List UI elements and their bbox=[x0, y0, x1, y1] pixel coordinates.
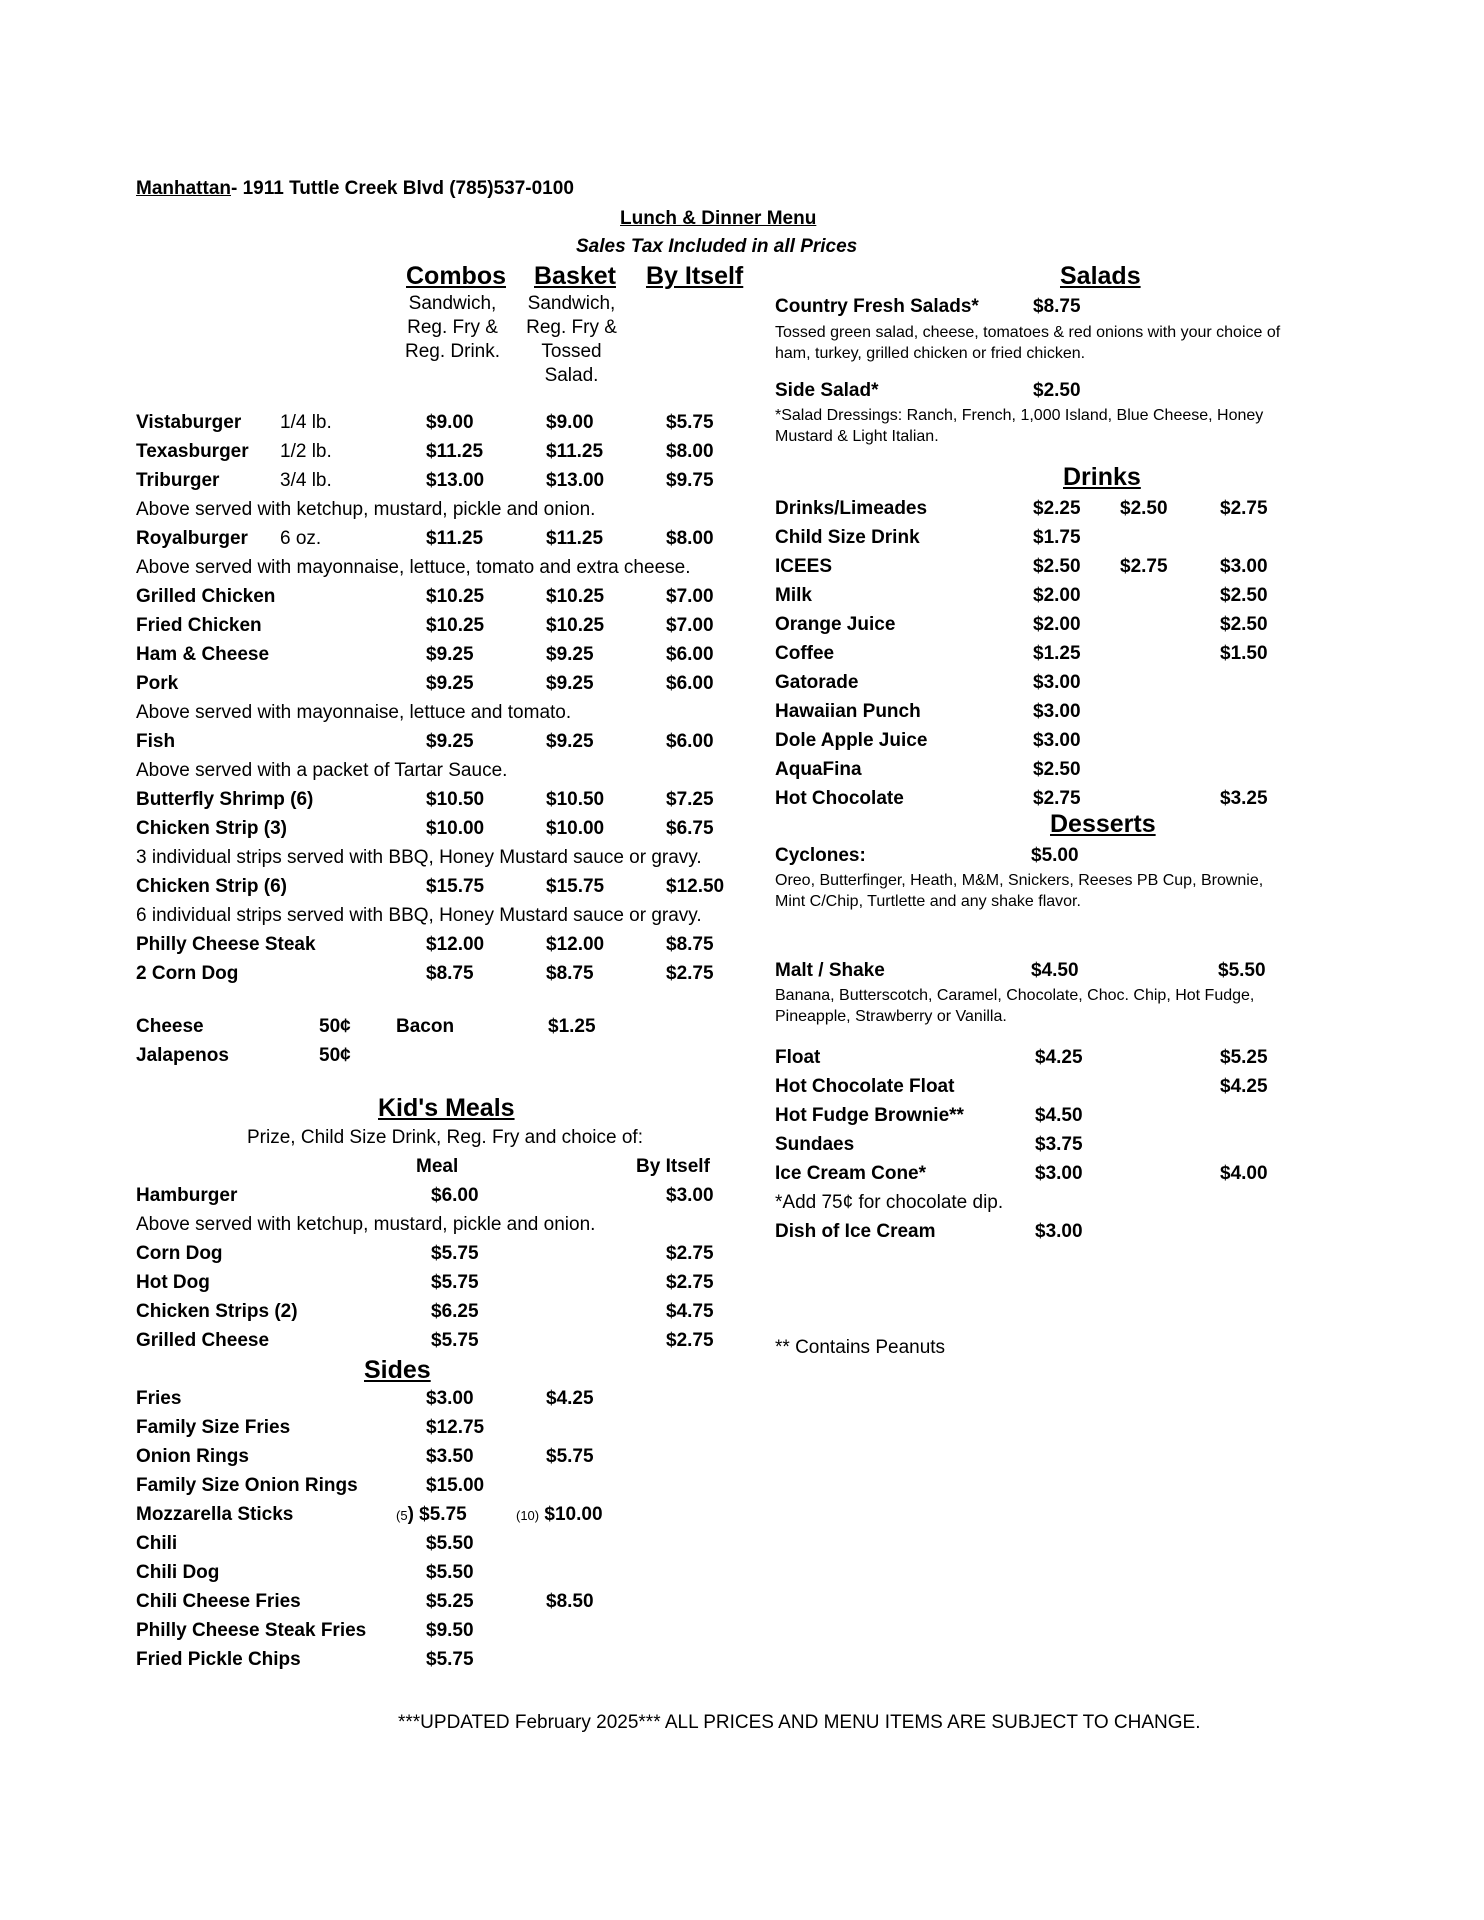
combo-price: $11.25 bbox=[426, 528, 484, 549]
side-item-name: Family Size Fries bbox=[136, 1417, 291, 1438]
basket-price: $9.25 bbox=[546, 644, 594, 665]
item-name: Vistaburger bbox=[136, 412, 242, 433]
footer-note: ***UPDATED February 2025*** ALL PRICES AND MENU ITEMS ARE SUBJECT TO CHANGE. bbox=[398, 1712, 1201, 1733]
kids-meal-header: Meal bbox=[416, 1156, 459, 1177]
kids-column-headers bbox=[136, 1154, 716, 1180]
basket-price: $10.25 bbox=[546, 615, 605, 636]
side-price-large: $4.25 bbox=[546, 1388, 594, 1409]
cyclones-row bbox=[775, 843, 1275, 869]
city-name: Manhattan bbox=[136, 178, 231, 199]
item-name: 2 Corn Dog bbox=[136, 963, 239, 984]
dessert-name: Hot Fudge Brownie** bbox=[775, 1105, 964, 1126]
combo-price: $12.00 bbox=[426, 934, 485, 955]
side-item-row bbox=[136, 1647, 656, 1673]
drink-item-row bbox=[775, 757, 1295, 783]
side-price-regular: $5.50 bbox=[426, 1533, 474, 1554]
malt-shake-row bbox=[775, 958, 1275, 984]
combo-price: $9.25 bbox=[426, 673, 474, 694]
cheese-price: 50¢ bbox=[319, 1016, 351, 1037]
kids-itself-price: $4.75 bbox=[666, 1301, 714, 1322]
dessert-price-1: $3.75 bbox=[1035, 1134, 1083, 1155]
drink-price-large: $3.00 bbox=[1220, 556, 1268, 577]
item-size: 1/2 lb. bbox=[280, 441, 332, 462]
peanuts-note: ** Contains Peanuts bbox=[775, 1337, 946, 1358]
drink-price-small: $3.00 bbox=[1033, 672, 1081, 693]
side-item-name: Fried Pickle Chips bbox=[136, 1649, 301, 1670]
cheese-label: Cheese bbox=[136, 1016, 204, 1037]
kids-meal-price: $5.75 bbox=[431, 1330, 479, 1351]
kids-item-name: Hamburger bbox=[136, 1185, 238, 1206]
menu-item-row bbox=[136, 932, 756, 958]
side-item-row bbox=[136, 1473, 656, 1499]
side-item-name: Family Size Onion Rings bbox=[136, 1475, 358, 1496]
itself-price: $5.75 bbox=[666, 412, 714, 433]
combo-price: $15.75 bbox=[426, 876, 485, 897]
dessert-name: Hot Chocolate Float bbox=[775, 1076, 955, 1097]
basket-price: $9.00 bbox=[546, 412, 594, 433]
drink-name: Hot Chocolate bbox=[775, 788, 904, 809]
drink-price-large: $2.50 bbox=[1220, 585, 1268, 606]
itself-price: $9.75 bbox=[666, 470, 714, 491]
dessert-price-1: $4.25 bbox=[1035, 1047, 1083, 1068]
drink-price-medium: $2.50 bbox=[1120, 498, 1168, 519]
menu-note-text: Above served with mayonnaise, lettuce and tomato. bbox=[136, 702, 572, 723]
menu-item-row bbox=[136, 787, 756, 813]
item-name: Chicken Strip (6) bbox=[136, 876, 287, 897]
combo-price: $10.00 bbox=[426, 818, 485, 839]
item-size: 3/4 lb. bbox=[280, 470, 332, 491]
itself-price: $12.50 bbox=[666, 876, 725, 897]
kids-item-row bbox=[136, 1328, 756, 1354]
country-salad-description: Tossed green salad, cheese, tomatoes & red onions with your choice of ham, turkey, grilled chicken or fried chicken. bbox=[775, 324, 1281, 362]
itself-price: $7.25 bbox=[666, 789, 714, 810]
basket-price: $10.25 bbox=[546, 586, 605, 607]
side-salad-price: $2.50 bbox=[1033, 380, 1081, 401]
kids-meals-title: Kid's Meals bbox=[378, 1094, 515, 1122]
menu-note bbox=[136, 700, 756, 726]
dish-price: $3.00 bbox=[1035, 1221, 1083, 1242]
itself-price: $8.00 bbox=[666, 441, 714, 462]
kids-meal-price: $5.75 bbox=[431, 1243, 479, 1264]
itself-price: $6.75 bbox=[666, 818, 714, 839]
mozzarella-name: Mozzarella Sticks bbox=[136, 1504, 294, 1525]
drink-item-row bbox=[775, 612, 1295, 638]
side-item-name: Fries bbox=[136, 1388, 182, 1409]
itself-price: $8.00 bbox=[666, 528, 714, 549]
itself-price: $6.00 bbox=[666, 673, 714, 694]
basket-price: $8.75 bbox=[546, 963, 594, 984]
itself-price: $7.00 bbox=[666, 615, 714, 636]
country-salad-price: $8.75 bbox=[1033, 296, 1081, 317]
drink-name: Coffee bbox=[775, 643, 835, 664]
kids-intro: Prize, Child Size Drink, Reg. Fry and choice of: bbox=[247, 1127, 643, 1148]
menu-item-row bbox=[136, 671, 756, 697]
kids-item-row bbox=[136, 1183, 756, 1209]
side-price-regular: $5.25 bbox=[426, 1591, 474, 1612]
kids-meal-price: $6.25 bbox=[431, 1301, 479, 1322]
combo-price: $10.25 bbox=[426, 615, 485, 636]
drink-price-large: $3.25 bbox=[1220, 788, 1268, 809]
menu-item-row bbox=[136, 874, 756, 900]
mozzarella-price-5: (5) $5.75 bbox=[396, 1504, 467, 1525]
kids-itself-price: $2.75 bbox=[666, 1330, 714, 1351]
item-size: 6 oz. bbox=[280, 528, 322, 549]
drink-name: Gatorade bbox=[775, 672, 859, 693]
drink-name: Dole Apple Juice bbox=[775, 730, 928, 751]
side-price-regular: $9.50 bbox=[426, 1620, 474, 1641]
menu-item-row bbox=[136, 439, 756, 465]
side-item-name: Chili Dog bbox=[136, 1562, 220, 1583]
item-name: Triburger bbox=[136, 470, 220, 491]
side-item-name: Chili Cheese Fries bbox=[136, 1591, 301, 1612]
drink-item-row bbox=[775, 699, 1295, 725]
cyclones-name: Cyclones: bbox=[775, 845, 866, 866]
drink-item-row bbox=[775, 786, 1295, 812]
item-name: Chicken Strip (3) bbox=[136, 818, 287, 839]
drink-price-small: $2.00 bbox=[1033, 614, 1081, 635]
kids-itself-price: $2.75 bbox=[666, 1272, 714, 1293]
drink-name: Orange Juice bbox=[775, 614, 896, 635]
combo-price: $8.75 bbox=[426, 963, 474, 984]
menu-item-row bbox=[136, 584, 756, 610]
basket-price: $10.50 bbox=[546, 789, 605, 810]
drink-name: ICEES bbox=[775, 556, 833, 577]
side-item-row bbox=[136, 1386, 656, 1412]
chocolate-dip-note: *Add 75¢ for chocolate dip. bbox=[775, 1192, 1004, 1213]
cyclones-description: Oreo, Butterfinger, Heath, M&M, Snickers, Reeses PB Cup, Brownie, Mint C/Chip, Turtlette and any shake flavor. bbox=[775, 872, 1264, 910]
basket-price: $11.25 bbox=[546, 528, 604, 549]
combo-price: $9.25 bbox=[426, 731, 474, 752]
drinks-title: Drinks bbox=[1063, 463, 1141, 491]
basket-price: $15.75 bbox=[546, 876, 605, 897]
drink-price-large: $1.50 bbox=[1220, 643, 1268, 664]
basket-header: Basket bbox=[534, 262, 616, 290]
drink-name: Drinks/Limeades bbox=[775, 498, 928, 519]
kids-itself-price: $3.00 bbox=[666, 1185, 714, 1206]
combo-price: $10.50 bbox=[426, 789, 485, 810]
jalapenos-price: 50¢ bbox=[319, 1045, 351, 1066]
drink-price-small: $2.25 bbox=[1033, 498, 1081, 519]
menu-item-row bbox=[136, 642, 756, 668]
side-item-name: Philly Cheese Steak Fries bbox=[136, 1620, 367, 1641]
item-size: 1/4 lb. bbox=[280, 412, 332, 433]
drink-name: Milk bbox=[775, 585, 812, 606]
kids-item-row bbox=[136, 1299, 756, 1325]
salad-dressings-note: *Salad Dressings: Ranch, French, 1,000 Island, Blue Cheese, Honey Mustard & Light Italian. bbox=[775, 407, 1264, 445]
combo-price: $13.00 bbox=[426, 470, 485, 491]
side-price-large: $8.50 bbox=[546, 1591, 594, 1612]
side-salad-row bbox=[775, 378, 1275, 404]
malt-shake-price-2: $5.50 bbox=[1218, 960, 1266, 981]
dessert-price-1: $4.50 bbox=[1035, 1105, 1083, 1126]
drink-price-small: $3.00 bbox=[1033, 730, 1081, 751]
side-price-regular: $5.50 bbox=[426, 1562, 474, 1583]
drink-item-row bbox=[775, 583, 1295, 609]
kids-itself-header: By Itself bbox=[636, 1156, 710, 1177]
kids-note-text: Above served with ketchup, mustard, pickle and onion. bbox=[136, 1214, 596, 1235]
itself-price: $6.00 bbox=[666, 731, 714, 752]
basket-price: $10.00 bbox=[546, 818, 605, 839]
drink-name: Hawaiian Punch bbox=[775, 701, 921, 722]
side-item-row bbox=[136, 1560, 656, 1586]
malt-shake-description: Banana, Butterscotch, Caramel, Chocolate, Choc. Chip, Hot Fudge, Pineapple, Strawberry or Vanilla. bbox=[775, 987, 1255, 1025]
item-name: Texasburger bbox=[136, 441, 249, 462]
bacon-label: Bacon bbox=[396, 1016, 455, 1037]
kids-item-name: Grilled Cheese bbox=[136, 1330, 270, 1351]
desserts-title: Desserts bbox=[1050, 810, 1156, 838]
drink-item-row bbox=[775, 496, 1295, 522]
bacon-price: $1.25 bbox=[548, 1016, 596, 1037]
item-name: Philly Cheese Steak bbox=[136, 934, 316, 955]
drink-item-row bbox=[775, 554, 1295, 580]
dessert-price-2: $4.00 bbox=[1220, 1163, 1268, 1184]
basket-price: $9.25 bbox=[546, 731, 594, 752]
drink-item-row bbox=[775, 728, 1295, 754]
itself-price: $7.00 bbox=[666, 586, 714, 607]
menu-note bbox=[136, 555, 756, 581]
menu-note bbox=[136, 758, 756, 784]
drink-item-row bbox=[775, 641, 1295, 667]
country-salad-row bbox=[775, 294, 1275, 320]
item-name: Royalburger bbox=[136, 528, 248, 549]
country-salad-name: Country Fresh Salads* bbox=[775, 296, 979, 317]
side-item-row bbox=[136, 1444, 656, 1470]
drink-price-small: $1.75 bbox=[1033, 527, 1081, 548]
dessert-name: Ice Cream Cone* bbox=[775, 1163, 927, 1184]
menu-title: Lunch & Dinner Menu bbox=[620, 208, 817, 229]
cyclones-price: $5.00 bbox=[1031, 845, 1079, 866]
side-price-regular: $5.75 bbox=[426, 1649, 474, 1670]
combos-description: Sandwich, Reg. Fry & Reg. Drink. bbox=[404, 293, 501, 362]
side-price-regular: $3.00 bbox=[426, 1388, 474, 1409]
drink-price-small: $2.50 bbox=[1033, 556, 1081, 577]
kids-item-name: Hot Dog bbox=[136, 1272, 210, 1293]
side-price-large: $5.75 bbox=[546, 1446, 594, 1467]
dessert-price-2: $5.25 bbox=[1220, 1047, 1268, 1068]
basket-price: $11.25 bbox=[546, 441, 604, 462]
drink-item-row bbox=[775, 525, 1295, 551]
kids-note bbox=[136, 1212, 756, 1238]
item-name: Fried Chicken bbox=[136, 615, 262, 636]
menu-item-row bbox=[136, 410, 756, 436]
menu-note-text: 3 individual strips served with BBQ, Honey Mustard sauce or gravy. bbox=[136, 847, 702, 868]
dessert-item-row bbox=[775, 1045, 1295, 1071]
basket-price: $13.00 bbox=[546, 470, 605, 491]
side-price-regular: $15.00 bbox=[426, 1475, 485, 1496]
kids-meal-price: $5.75 bbox=[431, 1272, 479, 1293]
menu-note-text: 6 individual strips served with BBQ, Honey Mustard sauce or gravy. bbox=[136, 905, 702, 926]
side-item-row bbox=[136, 1531, 656, 1557]
dessert-item-row bbox=[775, 1161, 1295, 1187]
drink-item-row bbox=[775, 670, 1295, 696]
menu-note bbox=[136, 845, 756, 871]
location-line bbox=[136, 178, 574, 200]
kids-item-name: Chicken Strips (2) bbox=[136, 1301, 298, 1322]
dessert-price-1: $3.00 bbox=[1035, 1163, 1083, 1184]
itself-price: $2.75 bbox=[666, 963, 714, 984]
tax-note: Sales Tax Included in all Prices bbox=[576, 236, 858, 257]
address: - 1911 Tuttle Creek Blvd (785)537-0100 bbox=[231, 178, 574, 199]
item-name: Butterfly Shrimp (6) bbox=[136, 789, 314, 810]
drink-price-large: $2.50 bbox=[1220, 614, 1268, 635]
itself-price: $8.75 bbox=[666, 934, 714, 955]
menu-item-row bbox=[136, 961, 756, 987]
addons-row-1 bbox=[136, 1014, 636, 1040]
kids-meal-price: $6.00 bbox=[431, 1185, 479, 1206]
drink-price-large: $2.75 bbox=[1220, 498, 1268, 519]
sides-title: Sides bbox=[364, 1356, 431, 1384]
dessert-name: Float bbox=[775, 1047, 821, 1068]
jalapenos-label: Jalapenos bbox=[136, 1045, 229, 1066]
basket-price: $12.00 bbox=[546, 934, 605, 955]
side-item-name: Chili bbox=[136, 1533, 178, 1554]
combo-price: $9.25 bbox=[426, 644, 474, 665]
dish-of-ice-cream-row bbox=[775, 1219, 1275, 1245]
drink-name: Child Size Drink bbox=[775, 527, 920, 548]
dessert-item-row bbox=[775, 1074, 1295, 1100]
side-salad-name: Side Salad* bbox=[775, 380, 879, 401]
dessert-price-2: $4.25 bbox=[1220, 1076, 1268, 1097]
item-name: Grilled Chicken bbox=[136, 586, 276, 607]
menu-note-text: Above served with a packet of Tartar Sauce. bbox=[136, 760, 508, 781]
mozzarella-sticks-row bbox=[136, 1502, 656, 1528]
dessert-name: Sundaes bbox=[775, 1134, 855, 1155]
drink-price-small: $3.00 bbox=[1033, 701, 1081, 722]
side-item-row bbox=[136, 1589, 656, 1615]
combo-price: $10.25 bbox=[426, 586, 485, 607]
drink-price-small: $2.75 bbox=[1033, 788, 1081, 809]
menu-note bbox=[136, 903, 756, 929]
basket-description: Sandwich, Reg. Fry & Tossed Salad. bbox=[526, 293, 617, 386]
menu-note bbox=[136, 497, 756, 523]
dessert-item-row bbox=[775, 1132, 1295, 1158]
addons-row-2 bbox=[136, 1043, 636, 1069]
salads-title: Salads bbox=[1060, 262, 1141, 290]
menu-item-row bbox=[136, 468, 756, 494]
combo-price: $9.00 bbox=[426, 412, 474, 433]
drink-price-small: $2.50 bbox=[1033, 759, 1081, 780]
drink-price-medium: $2.75 bbox=[1120, 556, 1168, 577]
drink-name: AquaFina bbox=[775, 759, 862, 780]
kids-item-row bbox=[136, 1270, 756, 1296]
menu-item-row bbox=[136, 613, 756, 639]
mozzarella-price-10: (10) $10.00 bbox=[516, 1504, 603, 1525]
dessert-item-row bbox=[775, 1103, 1295, 1129]
kids-item-row bbox=[136, 1241, 756, 1267]
menu-item-row bbox=[136, 526, 756, 552]
kids-item-name: Corn Dog bbox=[136, 1243, 223, 1264]
drink-price-small: $2.00 bbox=[1033, 585, 1081, 606]
menu-item-row bbox=[136, 816, 756, 842]
by-itself-header: By Itself bbox=[646, 262, 744, 290]
side-item-name: Onion Rings bbox=[136, 1446, 249, 1467]
side-item-row bbox=[136, 1618, 656, 1644]
combos-header: Combos bbox=[406, 262, 506, 290]
kids-itself-price: $2.75 bbox=[666, 1243, 714, 1264]
item-name: Pork bbox=[136, 673, 179, 694]
item-name: Ham & Cheese bbox=[136, 644, 270, 665]
itself-price: $6.00 bbox=[666, 644, 714, 665]
side-item-row bbox=[136, 1415, 656, 1441]
item-name: Fish bbox=[136, 731, 176, 752]
menu-note-text: Above served with ketchup, mustard, pickle and onion. bbox=[136, 499, 596, 520]
drink-price-small: $1.25 bbox=[1033, 643, 1081, 664]
menu-item-row bbox=[136, 729, 756, 755]
menu-note-text: Above served with mayonnaise, lettuce, tomato and extra cheese. bbox=[136, 557, 691, 578]
malt-shake-price-1: $4.50 bbox=[1031, 960, 1079, 981]
basket-price: $9.25 bbox=[546, 673, 594, 694]
combo-price: $11.25 bbox=[426, 441, 484, 462]
malt-shake-name: Malt / Shake bbox=[775, 960, 885, 981]
side-price-regular: $12.75 bbox=[426, 1417, 485, 1438]
dish-name: Dish of Ice Cream bbox=[775, 1221, 936, 1242]
side-price-regular: $3.50 bbox=[426, 1446, 474, 1467]
